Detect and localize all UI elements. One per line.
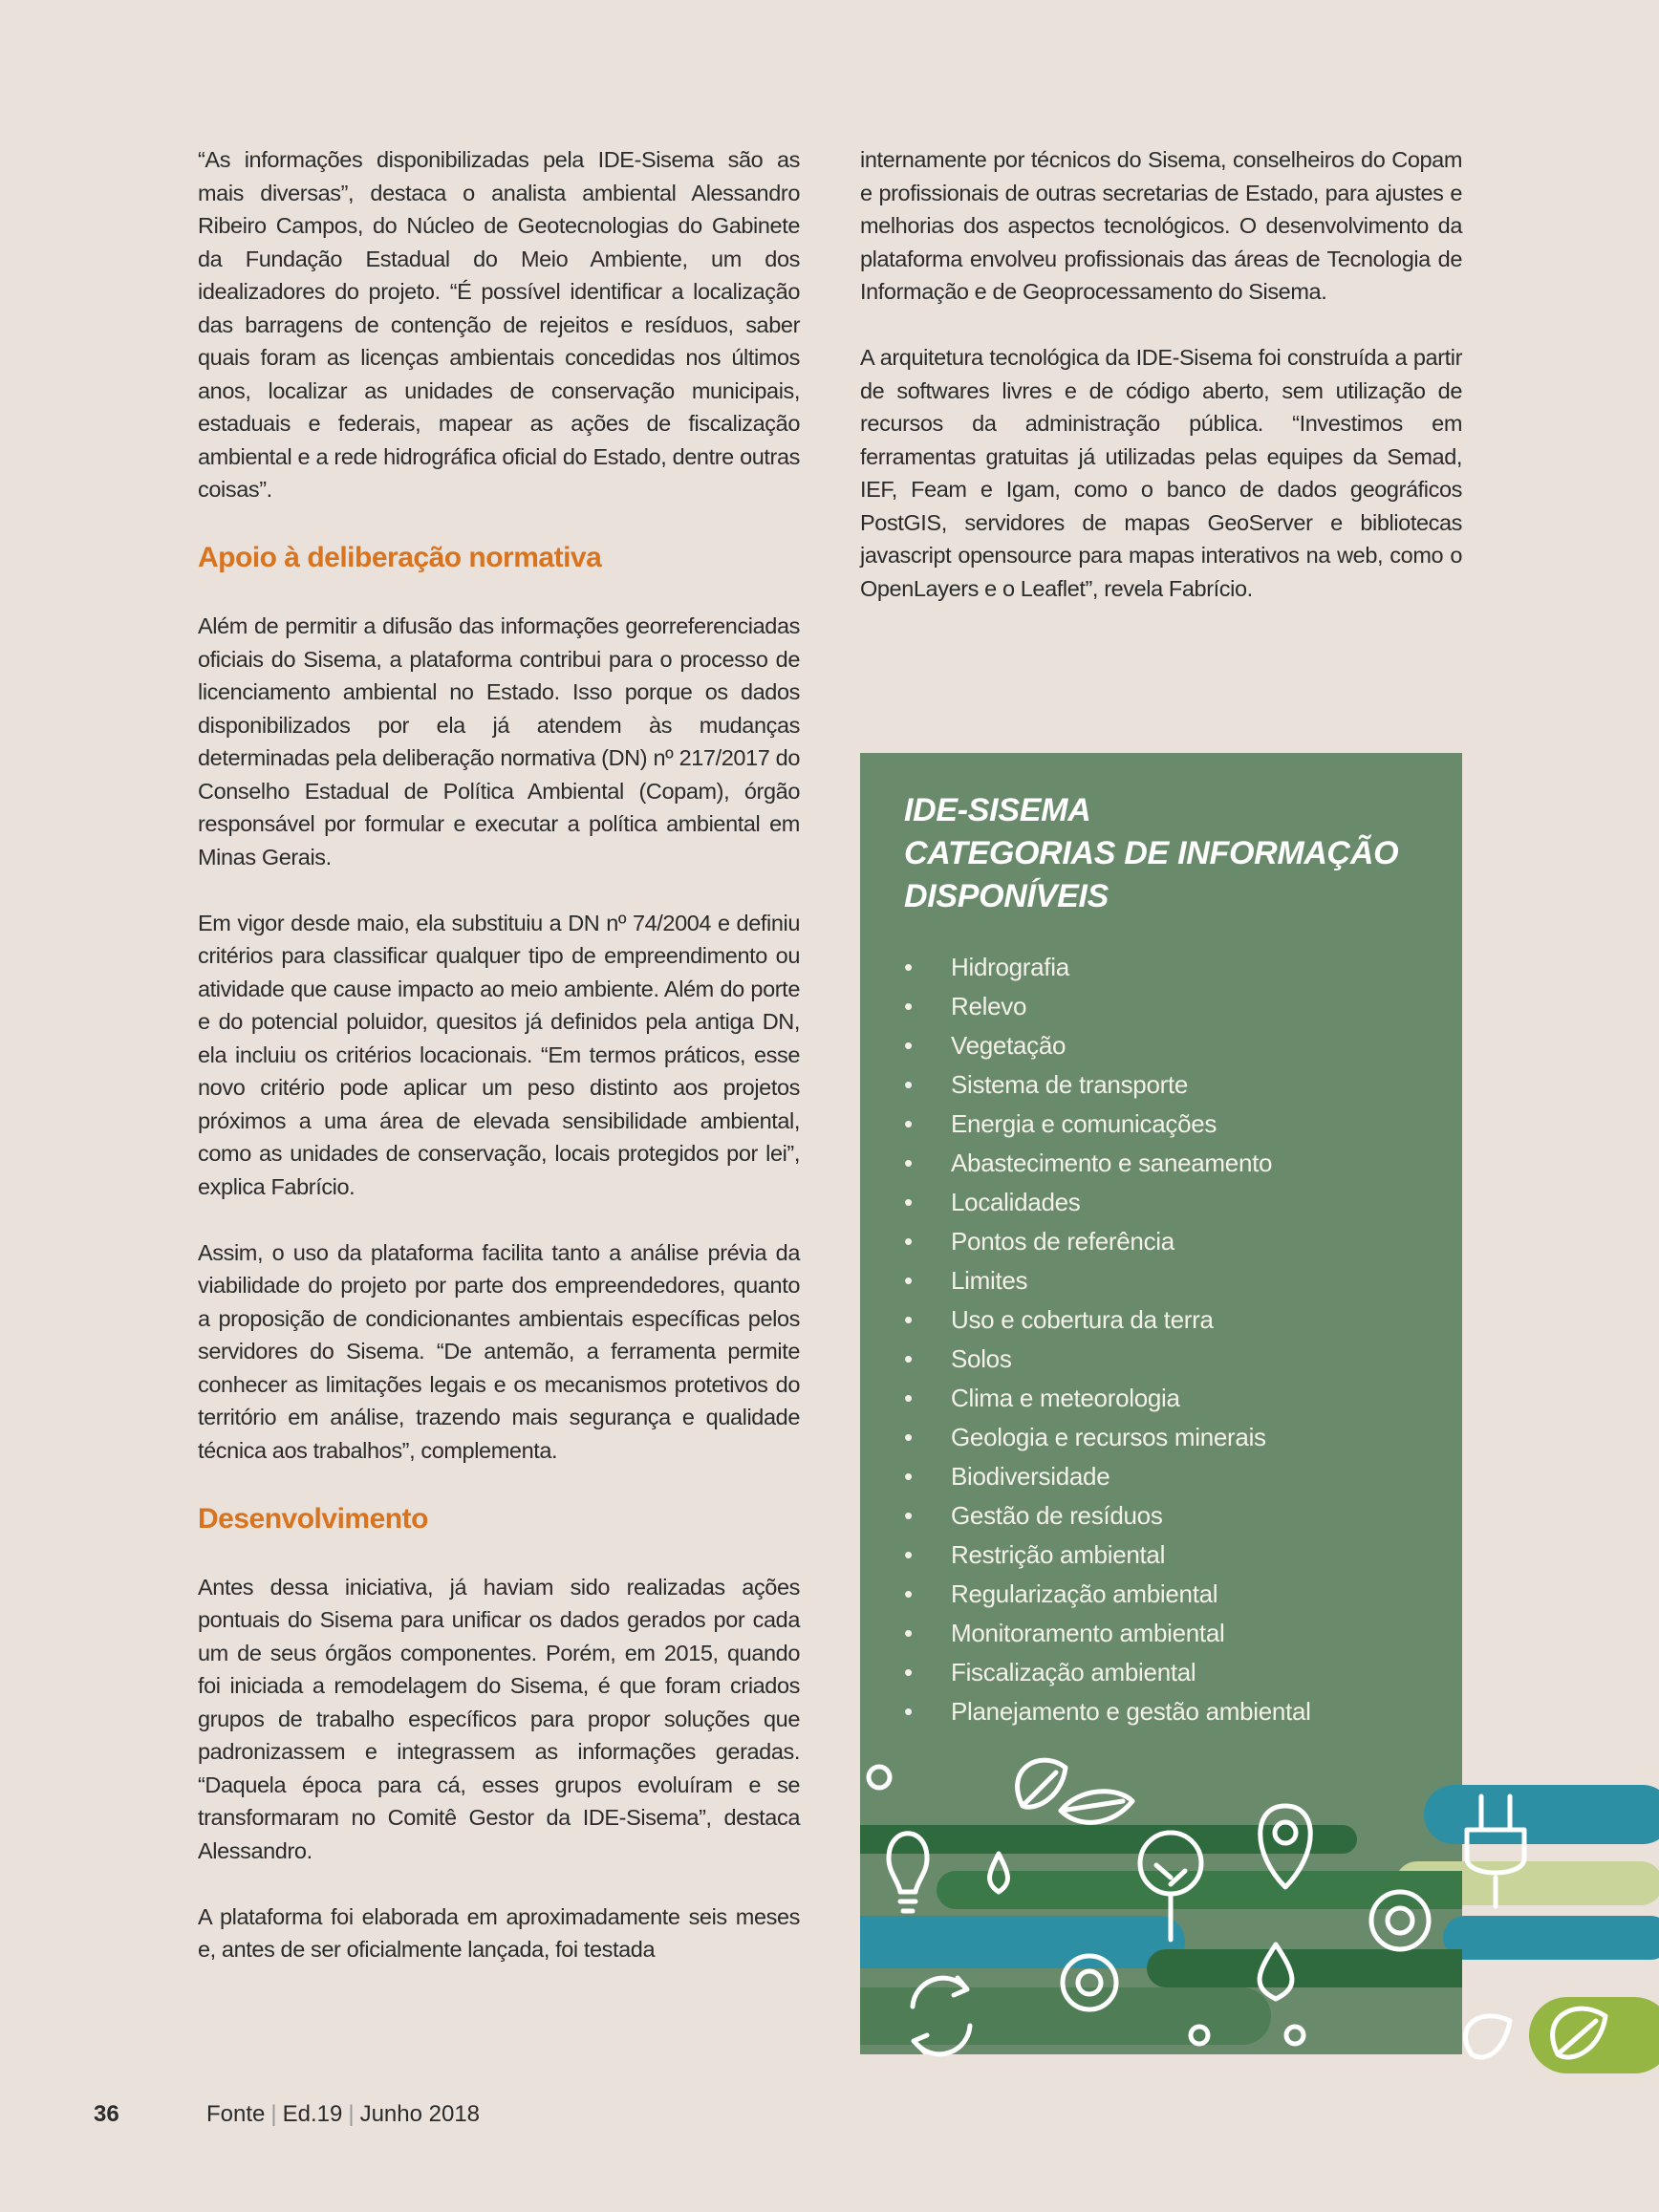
list-item: • Uso e cobertura da terra [904, 1300, 1311, 1340]
list-item: • Biodiversidade [904, 1457, 1311, 1496]
environmental-illustration [860, 1749, 1659, 2073]
section-heading-apoio: Apoio à deliberação normativa [198, 542, 602, 573]
list-item: • Monitoramento ambiental [904, 1614, 1311, 1653]
publication-info: Fonte | Ed.19 | Junho 2018 [206, 2101, 481, 2127]
right-column [860, 143, 1462, 638]
list-item: • Gestão de resíduos [904, 1496, 1311, 1536]
paragraph: Em vigor desde maio, ela substituiu a DN nº 74/2004 e definiu critérios para classificar qualquer tipo de empreendimento ou atividade que cause impacto ao meio ambiente. Além do porte e do potencial poluidor, quesitos já definidos pela antiga DN, ela incluiu os critérios locacionais. “Em termos práticos, esse novo critério pode aplicar um peso distinto aos projetos próximos a uma área de elevada sensibilidade ambiental, como as unidades de conservação, locais protegidos por lei”, explica Fabrício. [198, 910, 800, 1199]
list-item: • Limites [904, 1261, 1311, 1300]
list-item: • Regularização ambiental [904, 1575, 1311, 1614]
page-number: 36 [94, 2101, 119, 2127]
list-item: • Vegetação [904, 1026, 1311, 1065]
dark-band [1147, 1949, 1510, 1987]
edition: Ed.19 [282, 2101, 343, 2127]
list-item: • Pontos de referência [904, 1222, 1311, 1261]
list-item: • Sistema de transporte [904, 1065, 1311, 1105]
publication-name: Fonte [206, 2101, 266, 2127]
list-item: • Fiscalização ambiental [904, 1653, 1311, 1692]
leaf-icon [1061, 1792, 1132, 1823]
list-item: • Localidades [904, 1183, 1311, 1222]
teal-band [860, 1916, 1185, 1968]
section-heading-desenvolvimento: Desenvolvimento [198, 1502, 428, 1535]
list-item: • Abastecimento e saneamento [904, 1144, 1311, 1183]
paragraph: Antes dessa iniciativa, já haviam sido realizadas ações pontuais do Sisema para unificar os dados gerados por cada um de seus órgãos componentes. Porém, em 2015, quando foi iniciada a remodelagem do Sisema, é que foram criados grupos de trabalho específicos para propor soluções que padronizassem e integrassem as informações geradas. “Daquela época para cá, esses grupos evoluíram e se transformaram no Comitê Gestor da IDE-Sisema”, destaca Alessandro. [198, 1574, 800, 1863]
box-title: IDE-SISEMA CATEGORIAS DE INFORMAÇÃO DISPONÍVEIS [904, 792, 1399, 914]
leaf-icon [1466, 2016, 1510, 2057]
circle-icon [869, 1767, 890, 1788]
teal-band [1424, 1785, 1659, 1844]
paragraph: Além de permitir a difusão das informações georreferenciadas oficiais do Sisema, a plataforma contribui para o processo de licenciamento ambiental no Estado. Isso porque os dados disponibilizados por ela já atendem às mudanças determinadas pela deliberação normativa (DN) nº 217/2017 do Conselho Estadual de Política Ambiental (Copam), órgão responsável por formular e executar a política ambiental em Minas Gerais. [198, 613, 800, 870]
list-item: • Planejamento e gestão ambiental [904, 1692, 1311, 1731]
issue-date: Junho 2018 [359, 2101, 481, 2127]
left-column [198, 143, 800, 1999]
dark-band [860, 1825, 1357, 1854]
paragraph: Assim, o uso da plataforma facilita tanto a análise prévia da viabilidade do projeto por parte dos empreendedores, quanto a proposição de condicionantes ambientais específicas pelos servidores do Sisema. “De antemão, a ferramenta permite conhecer as limitações legais e os mecanismos protetivos do território em análise, trazendo mais segurança e qualidade técnica aos trabalhos”, complementa. [198, 1239, 800, 1463]
circle-icon [1286, 2027, 1304, 2044]
list-item: • Relevo [904, 987, 1311, 1026]
paragraph: “As informações disponibilizadas pela IDE-Sisema são as mais diversas”, destaca o analista ambiental Alessandro Ribeiro Campos, do Núcleo de Geotecnologias do Gabinete da Fundação Estadual do Meio Ambiente, um dos idealizadores do projeto. “É possível identificar a localização das barragens de contenção de rejeitos e resíduos, saber quais foram as licenças ambientais concedidas nos últimos anos, localizar as unidades de conservação municipais, estaduais e federais, mapear as ações de fiscalização ambiental e a rede hidrográfica oficial do Estado, dentre outras coisas”. [198, 147, 800, 502]
category-list [904, 948, 1311, 1731]
leaf-icon [1018, 1760, 1066, 1807]
paragraph: A arquitetura tecnológica da IDE-Sisema foi construída a partir de softwares livres e de código aberto, sem utilização de recursos da administração pública. “Investimos em ferramentas gratuitas já utilizadas pelas equipes da Semad, IEF, Feam e Igam, como o banco de dados geográficos PostGIS, servidores de mapas GeoServer e bibliotecas javascript opensource para mapas interativos na web, como o OpenLayers e o Leaflet”, revela Fabrício. [860, 345, 1462, 601]
list-item: • Geologia e recursos minerais [904, 1418, 1311, 1457]
list-item: • Solos [904, 1340, 1311, 1379]
list-item: • Hidrografia [904, 948, 1311, 987]
teal-band [1443, 1916, 1659, 1960]
paragraph: A plataforma foi elaborada em aproximadamente seis meses e, antes de ser oficialmente lançada, foi testada [198, 1903, 800, 1962]
list-item: • Energia e comunicações [904, 1105, 1311, 1144]
list-item: • Clima e meteorologia [904, 1379, 1311, 1418]
paragraph: internamente por técnicos do Sisema, conselheiros do Copam e profissionais de outras secretarias de Estado, para ajustes e melhorias dos aspectos tecnológicos. O desenvolvimento da plataforma envolveu profissionais das áreas de Tecnologia de Informação e de Geoprocessamento do Sisema. [860, 147, 1462, 304]
list-item: • Restrição ambiental [904, 1536, 1311, 1575]
